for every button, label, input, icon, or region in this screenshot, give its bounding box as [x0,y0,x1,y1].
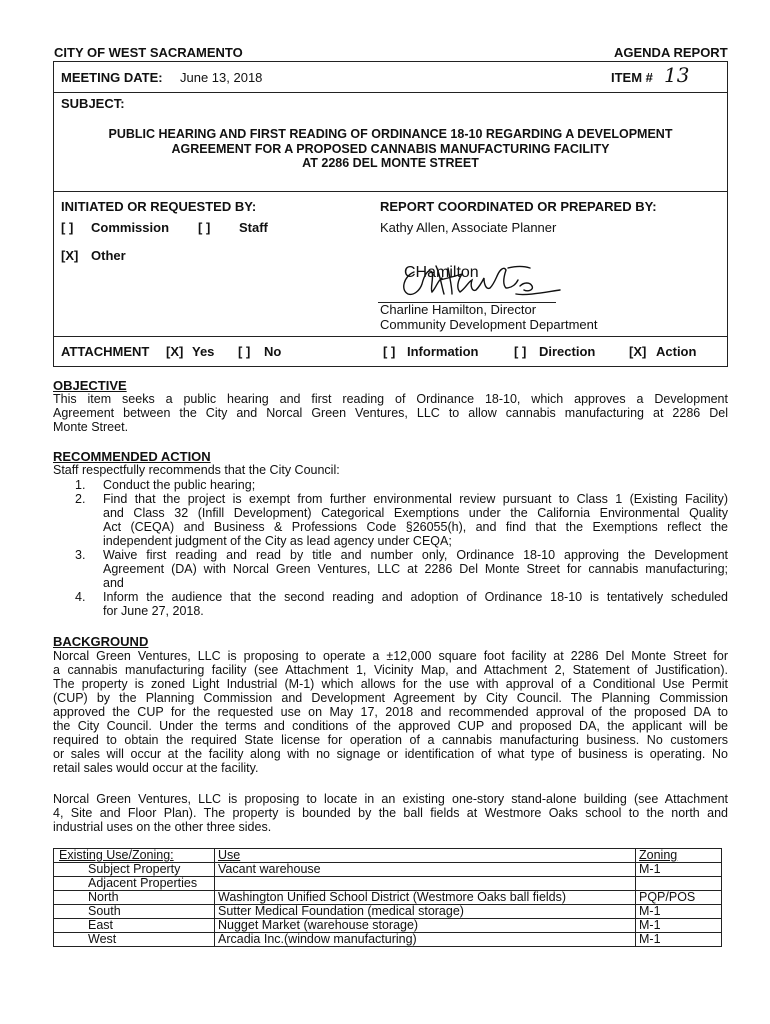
attachment-no-checkbox: [ ] [238,344,251,359]
table-cell [636,877,722,891]
background-paragraph-2 [53,792,728,834]
paragraph-line: a cannabis manufacturing facility (see Attachment 1, Vicinity Map, and Attachment 2, Statement of Justification). [53,663,728,677]
zoning-header-text: Use [218,848,241,862]
zoning-header-cell [54,849,215,863]
recommended-intro: Staff respectfully recommends that the City Council: [53,463,340,477]
recommended-item-line: and [103,576,124,590]
paragraph-line: The property is zoned Light Industrial (M-1) which allows for the use with approval of a Conditional Use Permit [53,677,728,691]
table-cell: East [54,919,215,933]
zoning-header-cell [636,849,722,863]
table-cell: Vacant warehouse [215,863,636,877]
table-row [54,933,722,947]
recommended-item-number: 3. [75,548,86,562]
agenda-report-page: CITY OF WEST SACRAMENTO AGENDA REPORT MEETING DATE: June 13, 2018 ITEM # 13 SUBJECT: PUBLIC HEARING AND FIRST READING OF ORDINANCE 18-10 REGARDING A DEVELOPMENT AGREEMENT FOR A PROPOSED CANNABIS MANUFACTURING FACILITY AT 2286 DEL MONTE STREET INITIATED OR REQUESTED BY: [ ] Commission [ ] Staff [X] Other REPORT COORDINATED OR PREPARED BY: Kathy Allen, Associate Planner CHamilton Charline Hamilton, Director Community Development Department ATTACHMENT [X] Yes [ ] No [ ] Information [ ] Direction [X] Action OBJECTIVE This item seeks a public hearing and first reading of Ordinance 18-10, which approves a Development Agreement between the City and Norcal Green Ventures, LLC to allow cannabis manufacturing at 2286 Del Monte Street. RECOMMENDED ACTION Staff respectfully recommends that the City Council: 1. Conduct the public hearing; 2. Find that the project is exempt from further environmental review pursuant to Class 1 (Existing Facility) and Class 32 (Infill Development) Categorical Exemptions under the California Environmental Quality Act (CEQA) and Business & Professions Code §26055(h), and find that the Exemptions reflect the independent judgment of the City as lead agency under CEQA; 3. Waive first reading and read by title and number only, Ordinance 18-10 approving the Development Agreement (DA) with Norcal Green Ventures, LLC at 2286 Del Monte Street for cannabis manufacturing; and 4. Inform the audience that the second reading and adoption of Ordinance 18-10 is tentatively scheduled for June 27, 2018. BACKGROUND Norcal Green Ventures, LLC is proposing to operate a ±12,000 square foot facility at 2286 Del Monte Street for a cannabis manufacturing facility (see Attachment 1, Vicinity Map, and Attachment 2, Statement of Justification). The property is zoned Light Industrial (M-1) which allows for the use with approval of a Conditional Use Permit (CUP) by the Planning Commission and Development Agreement by City Council. The Planning Commission approved the CUP for the requested use on May 17, 2018 and recommended approval of the proposed DA to the City Council. Under the terms and conditions of the approved CUP and proposed DA, the applicant will be required to obtain the required State license for operation of a cannabis manufacturing business. No customers or sales will occur at the facility along with no signage or identification of what type of business is operating. No retail sales would occur at the facility. Norcal Green Ventures, LLC is proposing to locate in an existing one-story stand-alone building (see Attachment 4, Site and Floor Plan). The property is bounded by the ball fields at Westmore Oaks school to the north and industrial uses on the other three sides. Existing Use/Zoning: Use Zoning Subject Property Vacant warehouse M-1 Adjacent Properties North Washington Unified School District (Westmore Oaks ball fields) PQP/POS South Sutter Medical Foundation (medical storage) M-1 East Nugget Market (warehouse storage) M-1 West Arcadia Inc.(window manufacturing) M-1 [53,45,728,946]
meeting-date-label: MEETING DATE: [61,70,163,85]
table-cell: M-1 [636,905,722,919]
subject-label: SUBJECT: [61,96,125,111]
recommended-item [53,478,728,492]
attachment-top-rule [53,336,728,337]
objective-text [53,392,728,434]
recommended-item-number: 2. [75,492,86,506]
director-department: Community Development Department [380,317,598,332]
direction-checkbox: [ ] [514,344,527,359]
recommended-item [53,548,728,590]
zoning-header-text: Existing Use/Zoning: [59,848,174,862]
table-cell: Washington Unified School District (Westmore Oaks ball fields) [215,891,636,905]
background-paragraph-1 [53,649,728,775]
zoning-header-text: Zoning [639,848,678,862]
table-cell: North [54,891,215,905]
paragraph-line: Norcal Green Ventures, LLC is proposing to locate in an existing one-story stand-alone building (see Attachment [53,792,728,806]
other-checkbox: [X] [61,248,79,263]
paragraph-line: or sales will occur at the facility along with no signage or identification of what type of business is operating. No [53,747,728,761]
recommended-list [53,478,728,618]
table-cell: M-1 [636,863,722,877]
attachment-label: ATTACHMENT [61,344,150,359]
recommended-item-number: 4. [75,590,86,604]
table-row [54,877,722,891]
subject-line-3: AT 2286 DEL MONTE STREET [302,156,479,170]
information-label: Information [407,344,479,359]
recommended-item-line: independent judgment of the City as lead agency under CEQA; [103,534,452,548]
preparer-name: Kathy Allen, Associate Planner [380,220,557,235]
table-cell: West [54,933,215,947]
paragraph-line: retail sales would occur at the facility. [53,761,259,775]
objective-line: Agreement between the City and Norcal Green Ventures, LLC to allow cannabis manufacturing at 2286 Del [53,406,728,420]
direction-label: Direction [539,344,596,359]
table-row [54,891,722,905]
recommended-heading: RECOMMENDED ACTION [53,449,211,464]
paragraph-line: (CUP) by the Planning Commission and Development Agreement by City Council. The Planning Commission [53,691,728,705]
staff-label: Staff [239,220,268,235]
initiated-label: INITIATED OR REQUESTED BY: [61,199,257,214]
other-label: Other [91,248,126,263]
table-cell: Nugget Market (warehouse storage) [215,919,636,933]
table-row [54,905,722,919]
commission-label: Commission [91,220,170,235]
action-label: Action [656,344,697,359]
paragraph-line: Norcal Green Ventures, LLC is proposing to operate a ±12,000 square foot facility at 2286 Del Monte Street for [53,649,728,663]
commission-checkbox: [ ] [61,220,74,235]
attachment-no-label: No [264,344,282,359]
recommended-item-line: Act (CEQA) and Business & Professions Code §26055(h), and find that the Exemptions reflect the [103,520,728,534]
subject-line-1: PUBLIC HEARING AND FIRST READING OF ORDINANCE 18-10 REGARDING A DEVELOPMENT [108,127,673,141]
table-cell: South [54,905,215,919]
paragraph-line: required to obtain the required State license for operation of a cannabis manufacturing business. No customers [53,733,728,747]
action-checkbox: [X] [629,344,647,359]
recommended-item-line: Find that the project is exempt from further environmental review pursuant to Class 1 (Existing Facility) [103,492,728,506]
director-name: Charline Hamilton, Director [380,302,537,317]
table-row [54,919,722,933]
report-type: AGENDA REPORT [614,45,728,60]
attachment-bottom-rule [53,366,728,367]
objective-line: Monte Street. [53,420,129,434]
objective-heading: OBJECTIVE [53,378,127,393]
prepared-label: REPORT COORDINATED OR PREPARED BY: [380,199,657,214]
subject-rule [53,191,728,192]
meeting-date: June 13, 2018 [180,70,263,85]
header-rule [53,61,728,62]
recommended-item-line: Waive first reading and read by title and number only, Ordinance 18-10 approving the Development [103,548,728,562]
paragraph-line: industrial uses on the other three sides. [53,820,272,834]
table-cell: Subject Property [54,863,215,877]
zoning-table [53,848,722,947]
paragraph-line: the City Council. Under the terms and conditions of the approved CUP and proposed DA, the applicant will be [53,719,728,733]
recommended-item-line: Agreement (DA) with Norcal Green Ventures, LLC at 2286 Del Monte Street for cannabis manufacturing; [103,562,728,576]
table-cell [215,877,636,891]
city-name: CITY OF WEST SACRAMENTO [54,45,243,60]
table-cell: PQP/POS [636,891,722,905]
meeting-rule [53,92,728,93]
table-cell: Sutter Medical Foundation (medical storage) [215,905,636,919]
recommended-item-number: 1. [75,478,86,492]
recommended-item [53,590,728,618]
recommended-item-line: Inform the audience that the second reading and adoption of Ordinance 18-10 is tentatively scheduled [103,590,728,604]
staff-checkbox: [ ] [198,220,211,235]
right-border-mid [727,191,728,366]
paragraph-line: approved the CUP for the requested use on May 17, 2018 and recommended approval of the proposed DA to [53,705,728,719]
subject-title [53,127,728,171]
recommended-item-line: and Class 32 (Infill Development) Categorical Exemptions under the California Environmental Quality [103,506,728,520]
recommended-item-line: for June 27, 2018. [103,604,204,618]
zoning-header-row [54,849,722,863]
paragraph-line: 4, Site and Floor Plan). The property is bounded by the ball fields at Westmore Oaks school to the north and [53,806,728,820]
recommended-item-line: Conduct the public hearing; [103,478,256,492]
objective-line: This item seeks a public hearing and first reading of Ordinance 18-10, which approves a Development [53,392,728,406]
table-cell: M-1 [636,919,722,933]
attachment-yes-checkbox: [X] [166,344,184,359]
attachment-yes-label: Yes [192,344,215,359]
item-number: 13 [664,63,690,87]
background-heading: BACKGROUND [53,634,149,649]
recommended-item [53,492,728,548]
item-label: ITEM # [611,70,653,85]
table-cell: M-1 [636,933,722,947]
subject-line-2: AGREEMENT FOR A PROPOSED CANNABIS MANUFACTURING FACILITY [171,141,610,156]
table-row [54,863,722,877]
table-cell: Adjacent Properties [54,877,215,891]
left-border-mid [53,191,54,366]
zoning-header-cell [215,849,636,863]
information-checkbox: [ ] [383,344,396,359]
table-cell: Arcadia Inc.(window manufacturing) [215,933,636,947]
